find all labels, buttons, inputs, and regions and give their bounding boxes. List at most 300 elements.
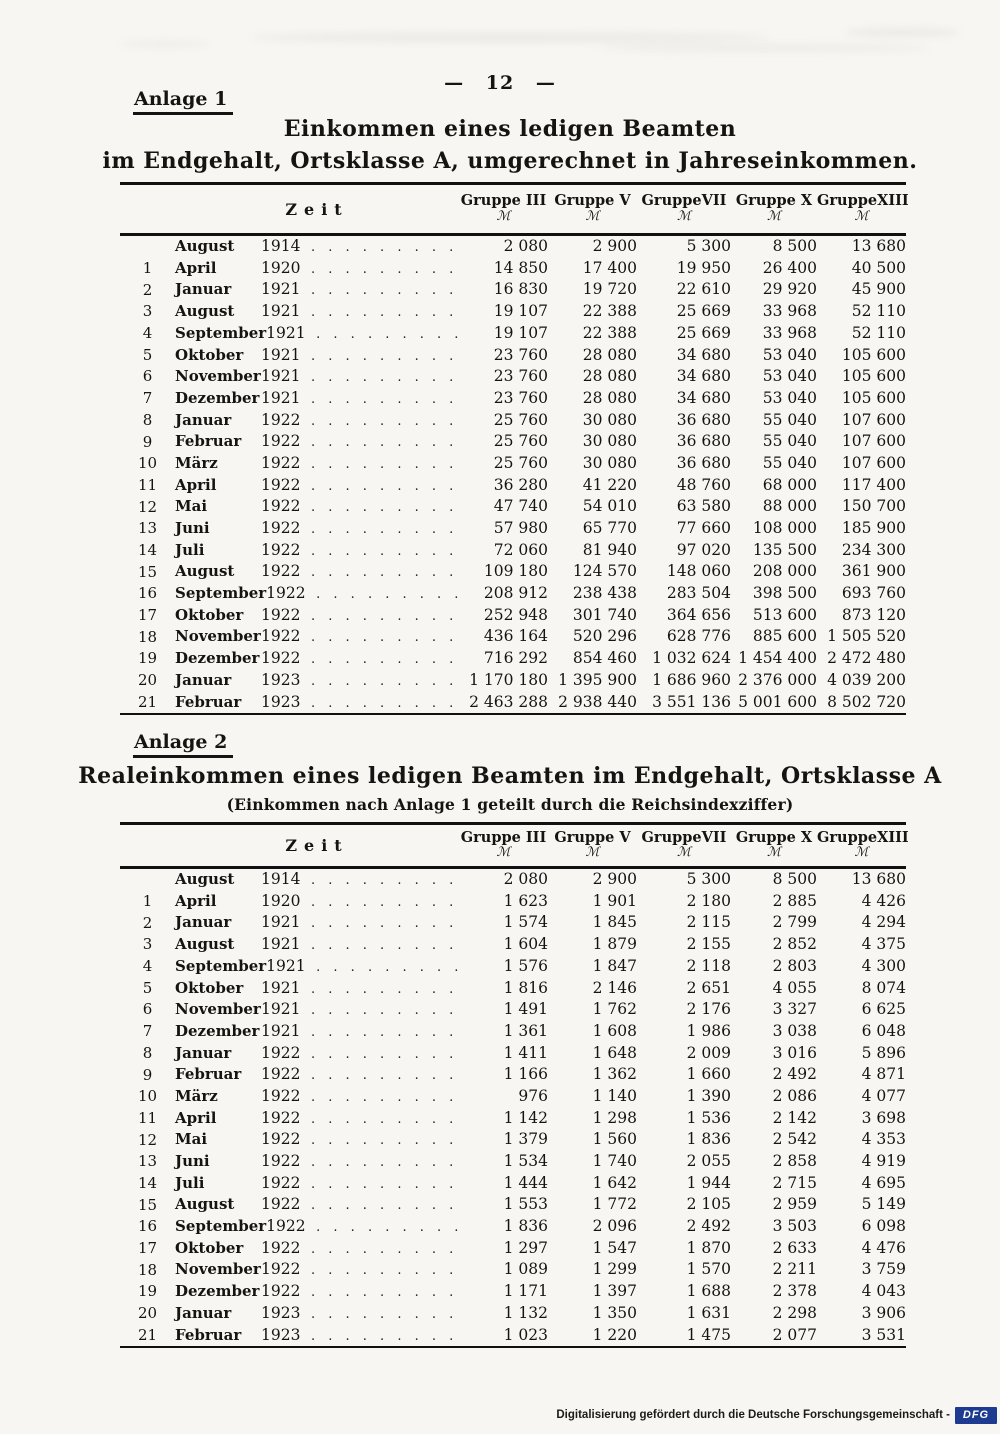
value-cell: 1 845 — [592, 913, 637, 932]
value-cell: 124 570 — [572, 562, 637, 581]
dot-leader — [311, 458, 459, 471]
year-label: 1914 — [261, 870, 301, 889]
dot-leader — [311, 480, 459, 493]
value-cell: 1 623 — [503, 891, 548, 910]
value-cell: 109 180 — [483, 562, 548, 581]
value-cell: 54 010 — [582, 497, 637, 516]
month-label: Dezember — [175, 649, 260, 668]
month-label: Januar — [175, 1043, 232, 1062]
year-label: 1921 — [261, 913, 301, 932]
table-row — [120, 670, 906, 692]
table-row — [120, 605, 906, 627]
value-cell: 3 906 — [861, 1303, 906, 1322]
value-cell: 1 642 — [592, 1173, 637, 1192]
value-cell: 2 651 — [686, 978, 731, 997]
value-cell: 2 055 — [686, 1152, 731, 1171]
dot-leader — [311, 501, 459, 514]
value-cell: 1 816 — [503, 978, 548, 997]
year-label: 1922 — [261, 432, 301, 451]
mark-currency-symbol: ℳ — [854, 208, 869, 224]
row-number-cell: 6 — [142, 1000, 153, 1019]
year-label: 1922 — [261, 627, 301, 646]
value-cell: 1 560 — [592, 1130, 637, 1149]
value-cell: 1 032 624 — [652, 649, 731, 668]
month-label: August — [175, 237, 235, 256]
year-label: 1922 — [261, 1152, 301, 1171]
row-number-cell: 6 — [142, 367, 153, 386]
value-cell: 2 211 — [772, 1260, 817, 1279]
month-label: Juni — [175, 1152, 210, 1171]
row-number-cell: 16 — [137, 1217, 158, 1236]
value-cell: 52 110 — [851, 323, 906, 342]
table-row — [120, 1216, 906, 1238]
value-cell: 150 700 — [841, 497, 906, 516]
group-name: GruppeXIII — [817, 192, 909, 210]
value-cell: 135 500 — [752, 540, 817, 559]
value-cell: 5 149 — [861, 1195, 906, 1214]
value-cell: 2 086 — [772, 1086, 817, 1105]
dot-leader — [311, 697, 459, 710]
value-cell: 3 698 — [861, 1108, 906, 1127]
value-cell: 77 660 — [676, 519, 731, 538]
value-cell: 2 180 — [686, 891, 731, 910]
zeit-cell — [175, 648, 459, 670]
value-cell: 3 038 — [772, 1021, 817, 1040]
value-cell: 8 074 — [861, 978, 906, 997]
value-cell: 2 715 — [772, 1173, 817, 1192]
row-number-cell: 12 — [137, 497, 158, 516]
value-cell: 36 680 — [676, 432, 731, 451]
value-cell: 72 060 — [493, 540, 548, 559]
anlage1-title-line1: Einkommen eines ledigen Beamten — [283, 116, 737, 142]
value-cell: 2 142 — [772, 1108, 817, 1127]
value-cell: 513 600 — [752, 605, 817, 624]
value-cell: 6 625 — [861, 1000, 906, 1019]
value-cell: 1 836 — [686, 1130, 731, 1149]
value-cell: 4 043 — [861, 1282, 906, 1301]
value-cell: 52 110 — [851, 302, 906, 321]
zeit-cell — [175, 235, 459, 258]
dot-leader — [311, 1113, 459, 1126]
value-cell: 41 220 — [582, 475, 637, 494]
row-number-cell: 17 — [137, 1239, 158, 1258]
table-row — [120, 583, 906, 605]
year-label: 1922 — [261, 649, 301, 668]
zeit-cell — [175, 1043, 459, 1065]
value-cell: 208 000 — [752, 562, 817, 581]
table-row — [120, 235, 906, 258]
zeit-cell — [175, 518, 459, 540]
value-cell: 1 762 — [592, 1000, 637, 1019]
value-cell: 693 760 — [841, 584, 906, 603]
month-label: April — [175, 258, 217, 277]
table-row — [120, 934, 906, 956]
row-number-cell: 5 — [142, 978, 153, 997]
value-cell: 105 600 — [841, 388, 906, 407]
zeit-cell — [175, 626, 459, 648]
dot-leader — [311, 1091, 459, 1104]
month-label: Mai — [175, 497, 208, 516]
table-row — [120, 1021, 906, 1043]
value-cell: 25 669 — [676, 302, 731, 321]
value-cell: 8 500 — [772, 237, 817, 256]
year-label: 1921 — [261, 1000, 301, 1019]
month-label: Juli — [175, 1173, 205, 1192]
anlage2-label: Anlage 2 — [133, 731, 233, 758]
year-label: 1922 — [261, 1108, 301, 1127]
value-cell: 1 547 — [592, 1238, 637, 1257]
zeit-cell — [175, 934, 459, 956]
value-cell: 19 107 — [493, 323, 548, 342]
value-cell: 4 353 — [861, 1130, 906, 1149]
month-label: Februar — [175, 692, 242, 711]
value-cell: 1 686 960 — [652, 670, 731, 689]
value-cell: 1 220 — [548, 1324, 637, 1347]
table-row — [120, 1086, 906, 1108]
month-label: Dezember — [175, 1021, 260, 1040]
row-number-cell — [120, 868, 175, 891]
value-cell: 26 400 — [762, 258, 817, 277]
value-cell: 1 023 — [459, 1324, 548, 1347]
value-cell: 25 760 — [493, 432, 548, 451]
value-cell: 53 040 — [762, 388, 817, 407]
zeit-cell — [175, 605, 459, 627]
table-row — [120, 496, 906, 518]
dot-leader — [311, 306, 459, 319]
mark-currency-symbol: ℳ — [585, 208, 600, 224]
table-row — [120, 518, 906, 540]
value-cell: 34 680 — [676, 345, 731, 364]
value-cell: 33 968 — [762, 302, 817, 321]
value-cell: 1 608 — [592, 1021, 637, 1040]
value-cell: 19 950 — [676, 258, 731, 277]
year-label: 1922 — [261, 562, 301, 581]
row-number-cell: 19 — [137, 1282, 158, 1301]
value-cell: 4 871 — [861, 1065, 906, 1084]
value-cell: 36 280 — [493, 475, 548, 494]
year-label: 1921 — [261, 280, 301, 299]
value-cell: 1 140 — [592, 1086, 637, 1105]
row-number-cell: 4 — [142, 324, 153, 343]
value-cell: 1 362 — [592, 1065, 637, 1084]
value-cell: 2 077 — [731, 1324, 817, 1347]
digitization-credit-text: Digitalisierung gefördert durch die Deutsche Forschungsgemeinschaft - — [556, 1409, 950, 1421]
value-cell: 1 986 — [686, 1021, 731, 1040]
zeit-cell — [175, 344, 459, 366]
zeit-cell — [175, 1216, 459, 1238]
value-cell: 23 760 — [493, 388, 548, 407]
table-row — [120, 1281, 906, 1303]
year-label: 1922 — [261, 453, 301, 472]
zeit-cell — [175, 453, 459, 475]
scan-smudge — [845, 28, 960, 37]
month-label: Oktober — [175, 1238, 244, 1257]
month-label: Januar — [175, 670, 232, 689]
zeit-cell — [175, 868, 459, 891]
month-label: August — [175, 562, 235, 581]
value-cell: 2 938 440 — [548, 691, 637, 714]
value-cell: 4 919 — [861, 1152, 906, 1171]
year-label: 1923 — [261, 1325, 301, 1344]
value-cell: 1 297 — [503, 1238, 548, 1257]
value-cell: 2 080 — [503, 870, 548, 889]
value-cell: 22 388 — [582, 323, 637, 342]
dot-leader — [311, 1048, 459, 1061]
group-name: Gruppe V — [554, 192, 631, 210]
value-cell: 2 885 — [772, 891, 817, 910]
value-cell: 5 300 — [686, 237, 731, 256]
month-label: Februar — [175, 1325, 242, 1344]
value-cell: 873 120 — [841, 605, 906, 624]
zeit-cell — [175, 956, 459, 978]
value-cell: 17 400 — [582, 258, 637, 277]
value-cell: 2 633 — [772, 1238, 817, 1257]
dot-leader — [311, 284, 459, 297]
value-cell: 29 920 — [762, 280, 817, 299]
year-label: 1922 — [261, 1195, 301, 1214]
zeit-cell — [175, 912, 459, 934]
value-cell: 48 760 — [676, 475, 731, 494]
anlage2-subtitle: (Einkommen nach Anlage 1 geteilt durch die Reichsindexziffer) — [226, 795, 794, 814]
month-label: November — [175, 1000, 261, 1019]
zeit-cell — [175, 496, 459, 518]
zeit-cell — [175, 410, 459, 432]
zeit-cell — [175, 1194, 459, 1216]
table-row — [120, 999, 906, 1021]
value-cell: 25 669 — [676, 323, 731, 342]
month-label: März — [175, 453, 218, 472]
value-cell: 28 080 — [582, 345, 637, 364]
row-number-cell: 15 — [137, 562, 158, 581]
row-number-cell: 21 — [120, 691, 175, 714]
table-row — [120, 258, 906, 280]
column-header-gruppe-iii — [459, 184, 548, 235]
value-cell: 3 327 — [772, 1000, 817, 1019]
value-cell: 14 850 — [493, 258, 548, 277]
zeit-cell — [175, 1324, 459, 1347]
dot-leader — [311, 1330, 459, 1343]
value-cell: 2 155 — [686, 935, 731, 954]
group-name: Gruppe X — [735, 828, 813, 846]
value-cell: 2 080 — [503, 237, 548, 256]
month-label: Januar — [175, 280, 232, 299]
table-row — [120, 1151, 906, 1173]
month-label: Januar — [175, 410, 232, 429]
table-row — [120, 323, 906, 345]
dot-leader — [316, 588, 459, 601]
value-cell: 2 009 — [686, 1043, 731, 1062]
value-cell: 4 426 — [861, 891, 906, 910]
value-cell: 117 400 — [841, 475, 906, 494]
value-cell: 63 580 — [676, 497, 731, 516]
table-row — [120, 1303, 906, 1325]
row-number-cell: 11 — [137, 1108, 158, 1127]
value-cell: 2 146 — [592, 978, 637, 997]
month-label: September — [175, 956, 267, 975]
value-cell: 2 900 — [592, 870, 637, 889]
value-cell: 81 940 — [582, 540, 637, 559]
table-row — [120, 912, 906, 934]
year-label: 1922 — [261, 475, 301, 494]
dot-leader — [311, 1069, 459, 1082]
value-cell: 97 020 — [676, 540, 731, 559]
value-cell: 5 001 600 — [731, 691, 817, 714]
dot-leader — [311, 545, 459, 558]
value-cell: 1 298 — [592, 1108, 637, 1127]
column-header-gruppe-xiii — [817, 824, 909, 868]
mark-currency-symbol: ℳ — [677, 208, 691, 224]
row-number-cell: 3 — [142, 935, 153, 954]
value-cell: 4 695 — [861, 1173, 906, 1192]
value-cell: 1 847 — [592, 956, 637, 975]
value-cell: 55 040 — [762, 432, 817, 451]
year-label: 1922 — [261, 1238, 301, 1257]
value-cell: 2 799 — [772, 913, 817, 932]
month-label: April — [175, 475, 217, 494]
value-cell: 36 680 — [676, 410, 731, 429]
table-row — [120, 1194, 906, 1216]
row-number-cell: 11 — [137, 475, 158, 494]
table-row — [120, 626, 906, 648]
value-cell: 55 040 — [762, 410, 817, 429]
value-cell: 885 600 — [752, 627, 817, 646]
dot-leader — [311, 896, 459, 909]
dot-leader — [311, 566, 459, 579]
column-header-gruppe-x — [731, 824, 817, 868]
scan-smudge — [250, 32, 770, 43]
value-cell: 3 016 — [772, 1043, 817, 1062]
value-cell: 1 570 — [686, 1260, 731, 1279]
column-header-gruppe-x — [731, 184, 817, 235]
value-cell: 1 299 — [592, 1260, 637, 1279]
year-label: 1922 — [261, 497, 301, 516]
dot-leader — [311, 610, 459, 623]
value-cell: 1 491 — [503, 1000, 548, 1019]
zeit-cell — [175, 891, 459, 913]
value-cell: 53 040 — [762, 345, 817, 364]
year-label: 1922 — [261, 1043, 301, 1062]
group-name: Gruppe III — [460, 828, 547, 846]
value-cell: 301 740 — [572, 605, 637, 624]
table-row — [120, 279, 906, 301]
value-cell: 148 060 — [666, 562, 731, 581]
year-label: 1922 — [261, 1282, 301, 1301]
year-label: 1922 — [266, 584, 306, 603]
value-cell: 30 080 — [582, 432, 637, 451]
zeit-header: Zeit — [175, 824, 459, 868]
month-label: November — [175, 1260, 261, 1279]
dot-leader — [311, 917, 459, 930]
value-cell: 28 080 — [582, 367, 637, 386]
value-cell: 398 500 — [752, 584, 817, 603]
zeit-cell — [175, 1151, 459, 1173]
value-cell: 1 536 — [686, 1108, 731, 1127]
value-cell: 3 759 — [861, 1260, 906, 1279]
year-label: 1921 — [261, 978, 301, 997]
zeit-cell — [175, 1259, 459, 1281]
table-row — [120, 410, 906, 432]
dot-leader — [311, 939, 459, 952]
month-label: November — [175, 627, 261, 646]
value-cell: 364 656 — [666, 605, 731, 624]
zeit-cell — [175, 388, 459, 410]
dot-leader — [316, 1221, 459, 1234]
year-label: 1921 — [261, 935, 301, 954]
value-cell: 1 142 — [503, 1108, 548, 1127]
mark-currency-symbol: ℳ — [677, 845, 691, 861]
column-header-gruppe-v — [548, 184, 637, 235]
value-cell: 2 463 288 — [459, 691, 548, 714]
table-row — [120, 561, 906, 583]
value-cell: 22 610 — [676, 280, 731, 299]
zeit-cell — [175, 561, 459, 583]
value-cell: 1 397 — [592, 1282, 637, 1301]
month-label: April — [175, 1108, 217, 1127]
value-cell: 2 176 — [686, 1000, 731, 1019]
table-row — [120, 344, 906, 366]
value-cell: 1 534 — [503, 1152, 548, 1171]
dot-leader — [316, 328, 459, 341]
value-cell: 2 378 — [772, 1282, 817, 1301]
month-label: Dezember — [175, 1282, 260, 1301]
zeit-cell — [175, 431, 459, 453]
value-cell: 1 648 — [592, 1043, 637, 1062]
table-row — [120, 1108, 906, 1130]
value-cell: 208 912 — [483, 584, 548, 603]
value-cell: 283 504 — [666, 584, 731, 603]
anlage2-table — [120, 822, 909, 1348]
zeit-cell — [175, 999, 459, 1021]
value-cell: 238 438 — [572, 584, 637, 603]
value-cell: 8 500 — [772, 870, 817, 889]
dot-leader — [311, 1004, 459, 1017]
dot-leader — [311, 1286, 459, 1299]
year-label: 1921 — [261, 302, 301, 321]
row-number-cell: 19 — [137, 649, 158, 668]
dot-leader — [311, 631, 459, 644]
year-label: 1923 — [261, 670, 301, 689]
value-cell: 2 298 — [772, 1303, 817, 1322]
row-number-cell: 2 — [142, 280, 153, 299]
column-header-gruppe-xiii — [817, 184, 909, 235]
month-label: Februar — [175, 432, 242, 451]
value-cell: 3 531 — [817, 1324, 906, 1347]
scan-smudge — [120, 40, 210, 48]
month-label: August — [175, 1195, 235, 1214]
value-cell: 4 039 200 — [827, 670, 906, 689]
value-cell: 1 631 — [686, 1303, 731, 1322]
row-number-cell: 10 — [137, 454, 158, 473]
dot-leader — [311, 393, 459, 406]
group-name: GruppeXIII — [817, 828, 909, 846]
value-cell: 2 105 — [686, 1195, 731, 1214]
year-label: 1921 — [261, 388, 301, 407]
group-name: Gruppe V — [554, 828, 631, 846]
row-number-cell: 13 — [137, 519, 158, 538]
month-label: Februar — [175, 1065, 242, 1084]
value-cell: 1 576 — [503, 956, 548, 975]
value-cell: 361 900 — [841, 562, 906, 581]
row-number-cell: 1 — [142, 259, 153, 278]
zeit-header: Zeit — [175, 184, 459, 235]
row-number-cell — [120, 235, 175, 258]
table-row — [120, 956, 906, 978]
row-number-cell: 20 — [137, 671, 158, 690]
month-label: August — [175, 302, 235, 321]
year-label: 1921 — [266, 956, 306, 975]
zeit-cell — [175, 258, 459, 280]
value-cell: 8 502 720 — [817, 691, 906, 714]
